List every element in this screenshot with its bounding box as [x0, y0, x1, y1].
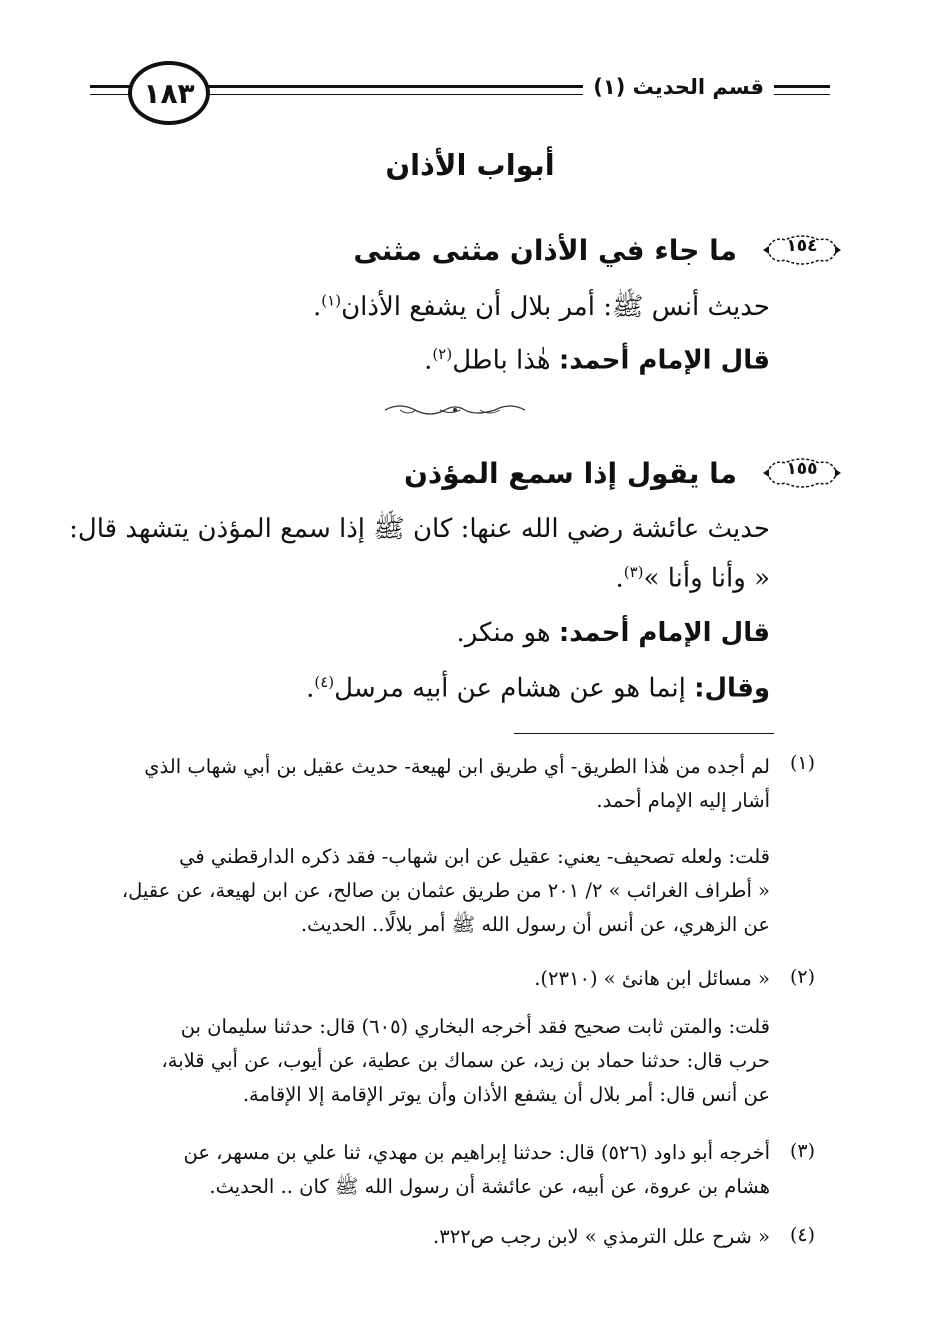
footnote-line: قلت: ولعله تصحيف- يعني: عقيل عن ابن شهاب- فقد ذكره الدارقطني في — [179, 845, 770, 868]
hadith-body: حديث أنس ﷺ: أمر بلال أن يشفع الأذان — [341, 292, 770, 322]
footnote-ref: (٢) — [432, 345, 453, 363]
section-heading-154 — [353, 232, 845, 268]
page-header — [90, 55, 830, 145]
ruling-label: قال الإمام أحمد: — [558, 345, 770, 376]
footnote-1-note — [121, 840, 770, 942]
footnote-ref: (٣) — [623, 563, 644, 581]
hadith-text-line-2: « وأنا وأنا »$^{(٣)}$. — [615, 563, 770, 594]
footnote-4 — [160, 1220, 770, 1254]
hadith-text-line-1: حديث عائشة رضي الله عنها: كان ﷺ إذا سمع المؤذن يتشهد قال: — [69, 514, 770, 544]
section-heading-155 — [404, 455, 845, 491]
ruling-label: قال الإمام أحمد: — [558, 618, 770, 648]
section-number: ١٥٥ — [786, 459, 818, 479]
footnote-line: عن أنس قال: أمر بلال أن يشفع الأذان وأن يوتر الإقامة إلا الإقامة. — [242, 1083, 770, 1106]
footnote-line: « أطراف الغرائب » ٢/ ٢٠١ من طريق عثمان بن صالح، عن ابن لهيعة، عن عقيل، — [121, 879, 770, 902]
page-number-badge — [128, 61, 210, 125]
section-number-medallion — [759, 455, 845, 491]
ruling-text — [456, 618, 770, 648]
page-number: ١٨٣ — [143, 76, 195, 110]
ruling-body: هو منكر. — [456, 618, 551, 648]
footnote-number: (٤) — [789, 1224, 815, 1246]
section-title: ما جاء في الأذان مثنى مثنى — [353, 233, 737, 267]
ruling-text-2: وقال: إنما هو عن هشام عن أبيه مرسل$^{(٤)}$. — [306, 673, 770, 704]
footnote-number: (٢) — [789, 966, 815, 988]
footnote-3 — [160, 1136, 770, 1204]
footnote-line: هشام بن عروة، عن أبيه، عن عائشة أن رسول الله ﷺ كان .. الحديث. — [209, 1175, 770, 1198]
section-number: ١٥٤ — [786, 236, 818, 256]
hadith-quote: « وأنا وأنا » — [643, 563, 770, 594]
ruling-body: إنما هو عن هشام عن أبيه مرسل — [334, 673, 686, 704]
footnote-line: أشار إليه الإمام أحمد. — [596, 789, 770, 812]
footnote-1 — [144, 750, 770, 818]
footnote-line: أخرجه أبو داود (٥٢٦) قال: حدثنا إبراهيم بن مهدي، ثنا علي بن مسهر، عن — [183, 1141, 770, 1164]
footnote-ref: (٤) — [314, 673, 335, 691]
footnote-2-note — [160, 1010, 770, 1112]
footnote-line: قلت: والمتن ثابت صحيح فقد أخرجه البخاري (٦٠٥) قال: حدثنا سليمان بن — [180, 1015, 770, 1038]
hadith-text: حديث أنس ﷺ: أمر بلال أن يشفع الأذان$^{(١)}$. — [313, 291, 770, 322]
footnote-separator — [514, 733, 774, 734]
footnote-line: « شرح علل الترمذي » لابن رجب ص٣٢٢. — [433, 1225, 770, 1248]
footnote-line: لم أجده من هٰذا الطريق- أي طريق ابن لهيعة- حديث عقيل بن أبي شهاب الذي — [144, 755, 770, 778]
footnote-line: عن الزهري، عن أنس أن رسول الله ﷺ أمر بلالًا.. الحديث. — [300, 913, 770, 936]
ruling-text: قال الإمام أحمد: هٰذا باطل$^{(٢)}$. — [424, 345, 770, 376]
footnote-number: (١) — [789, 752, 815, 774]
footnote-line: « مسائل ابن هانئ » (٢٣١٠). — [534, 967, 770, 990]
running-title: قسم الحديث (١) — [583, 75, 774, 99]
footnote-ref: (١) — [321, 291, 342, 310]
section-divider-ornament — [380, 400, 530, 420]
ruling-label: وقال: — [694, 673, 770, 704]
footnote-number: (٣) — [789, 1140, 815, 1162]
footnote-line: حرب قال: حدثنا حماد بن زيد، عن سماك بن عطية، عن أيوب، عن أبي قلابة، — [161, 1049, 770, 1072]
footnote-2 — [160, 962, 770, 996]
ruling-body: هٰذا باطل — [452, 345, 551, 376]
section-number-medallion — [759, 232, 845, 268]
section-title: ما يقول إذا سمع المؤذن — [403, 456, 737, 490]
chapter-title: أبواب الأذان — [385, 148, 555, 182]
